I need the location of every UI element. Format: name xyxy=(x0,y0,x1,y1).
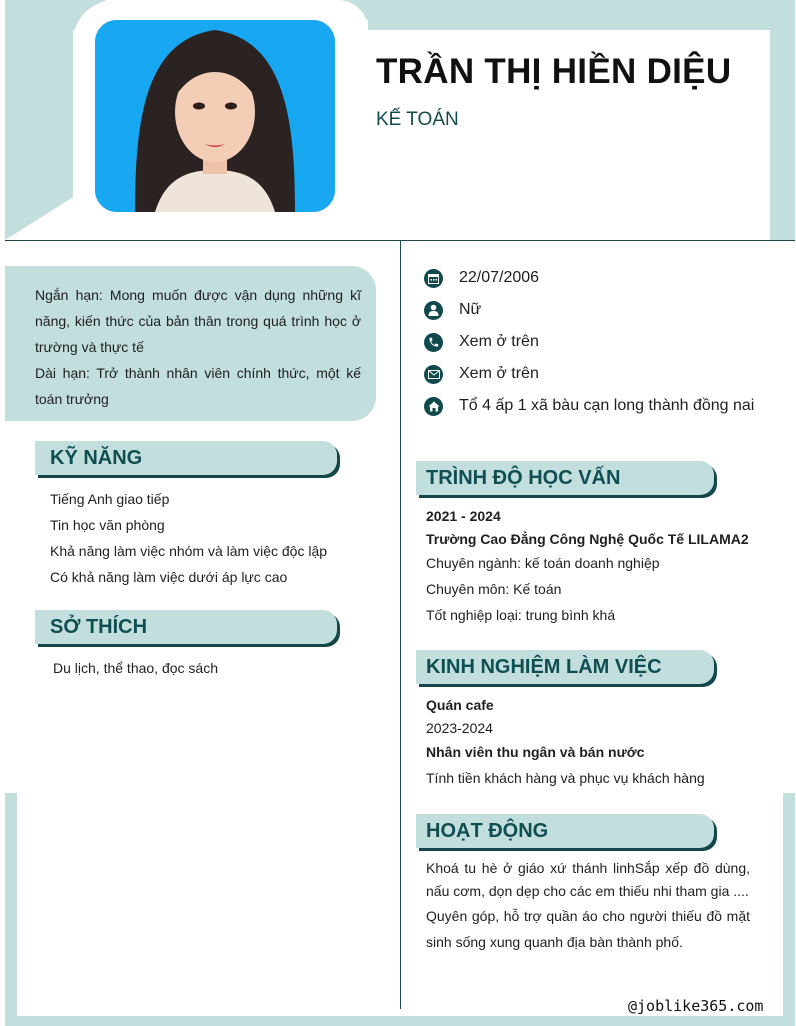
address-value: Tổ 4 ấp 1 xã bàu cạn long thành đồng nai xyxy=(459,397,755,414)
user-icon xyxy=(424,301,443,320)
profile-photo xyxy=(95,20,335,212)
phone-icon xyxy=(424,333,443,352)
email-value: Xem ở trên xyxy=(459,365,539,382)
activities-line-2: Quyên góp, hỗ trợ quần áo cho người thiếu đồ mặt sinh sống xung quanh địa bàn thành phố. xyxy=(426,908,750,950)
column-divider xyxy=(400,241,401,1009)
career-objective xyxy=(5,266,376,421)
education-period: 2021 - 2024 xyxy=(426,508,501,524)
frame-bottom xyxy=(5,1016,795,1026)
hobbies-heading: SỞ THÍCH xyxy=(35,610,337,644)
skills-list xyxy=(50,486,327,590)
experience-description: Tính tiền khách hàng và phục vụ khách hàng xyxy=(426,770,705,786)
footer-watermark: @joblike365.com xyxy=(628,997,764,1015)
gender-value: Nữ xyxy=(459,301,482,318)
mail-icon xyxy=(424,365,443,384)
hobbies-text: Du lịch, thể thao, đọc sách xyxy=(53,660,218,676)
calendar-icon xyxy=(424,269,443,288)
home-icon xyxy=(424,397,443,416)
experience-period: 2023-2024 xyxy=(426,720,493,736)
education-block xyxy=(426,504,750,628)
contact-gender xyxy=(424,298,481,322)
objective-short-term: Ngắn hạn: Mong muốn được vận dụng những kĩ năng, kiến thức của bản thân trong quá trình học ở trường và thực tế xyxy=(35,287,361,355)
list-item: Tiếng Anh giao tiếp xyxy=(50,491,170,507)
activities-line-1: Khoá tu hè ở giáo xứ thánh linhSắp xếp đồ dùng, nấu cơm, dọn dẹp cho các em thiếu nhi tham gia .... xyxy=(426,860,750,899)
education-heading: TRÌNH ĐỘ HỌC VẤN xyxy=(416,461,714,495)
candidate-name: TRẦN THỊ HIỀN DIỆU xyxy=(376,52,732,91)
education-specialty: Chuyên môn: Kế toán xyxy=(426,581,562,597)
contact-email xyxy=(424,362,539,386)
activities-block xyxy=(426,857,750,955)
list-item: Khả năng làm việc nhóm và làm việc độc lập xyxy=(50,543,328,559)
portrait-icon xyxy=(95,20,335,212)
experience-heading: KINH NGHIỆM LÀM VIỆC xyxy=(416,650,714,684)
activities-heading: HOẠT ĐỘNG xyxy=(416,814,714,848)
contact-phone xyxy=(424,330,539,354)
objective-long-term: Dài hạn: Trở thành nhân viên chính thức, một kế toán trưởng xyxy=(35,365,361,407)
frame-right xyxy=(783,793,795,1026)
contact-address xyxy=(424,394,754,418)
education-major: Chuyên ngành: kế toán doanh nghiệp xyxy=(426,555,660,571)
job-title: KẾ TOÁN xyxy=(376,109,459,130)
list-item: Tin học văn phòng xyxy=(50,517,165,533)
birthday-value: 22/07/2006 xyxy=(459,269,540,286)
experience-company: Quán cafe xyxy=(426,697,494,713)
phone-value: Xem ở trên xyxy=(459,333,539,350)
education-grade: Tốt nghiệp loại: trung bình khá xyxy=(426,607,616,623)
list-item: Có khả năng làm việc dưới áp lực cao xyxy=(50,569,288,585)
contact-birthday xyxy=(424,266,539,290)
frame-left xyxy=(5,793,17,1026)
skills-heading: KỸ NĂNG xyxy=(35,441,337,475)
experience-position: Nhân viên thu ngân và bán nước xyxy=(426,744,645,760)
experience-block xyxy=(426,693,750,791)
education-school: Trường Cao Đẳng Công Nghệ Quốc Tế LILAMA2 xyxy=(426,531,749,547)
